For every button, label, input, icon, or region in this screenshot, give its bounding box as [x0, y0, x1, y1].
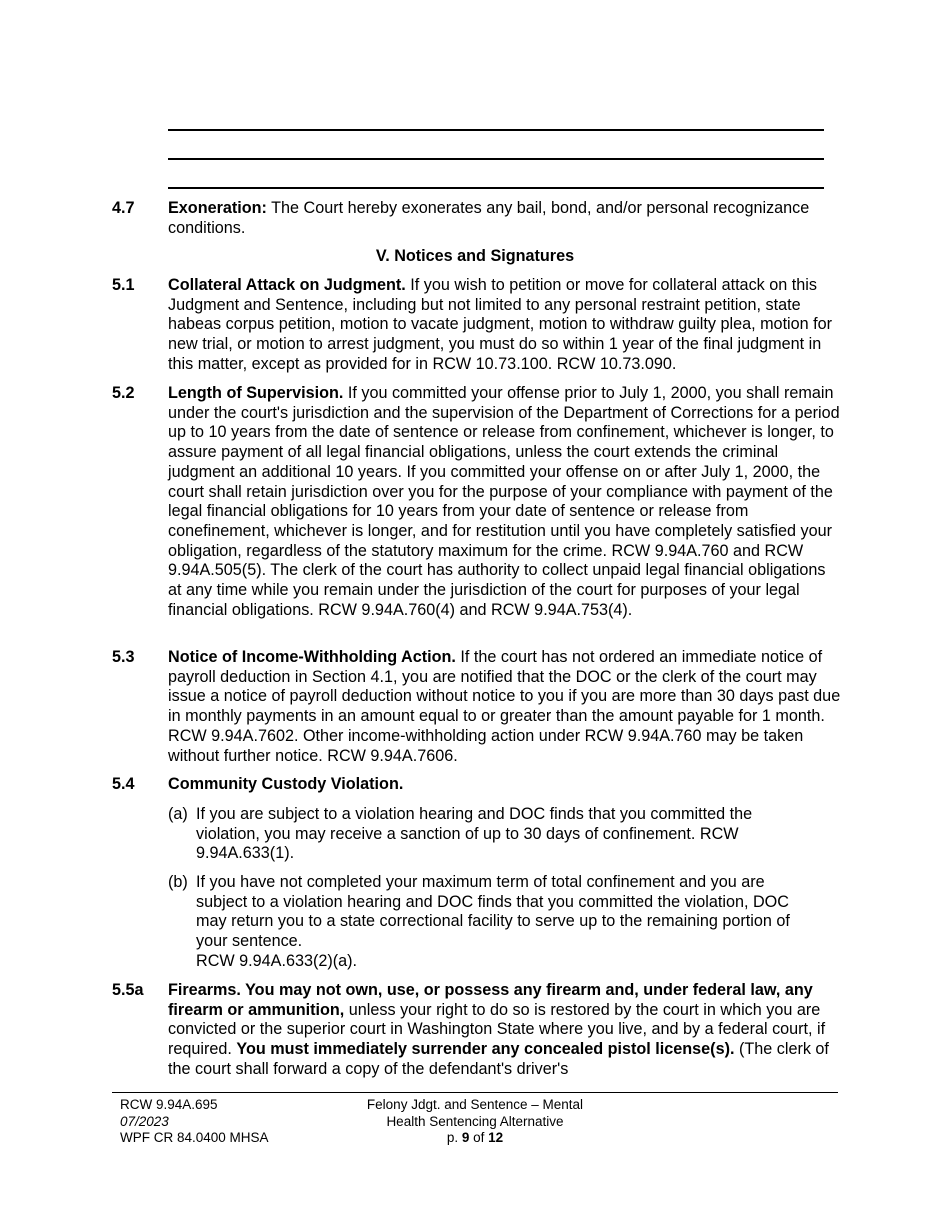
section-title: Length of Supervision.	[168, 384, 344, 402]
footer-divider	[112, 1092, 838, 1093]
page-prefix: p.	[446, 1130, 462, 1145]
footer-page-number	[330, 1130, 620, 1147]
section-5-5a	[112, 981, 842, 1080]
section-number: 5.2	[112, 384, 135, 402]
footer-title-line1: Felony Jdgt. and Sentence – Mental	[366, 1097, 584, 1112]
subsection-b	[168, 873, 808, 972]
section-title: Exoneration:	[168, 199, 267, 217]
section-number: 5.4	[112, 775, 135, 793]
section-title: Collateral Attack on Judgment.	[168, 276, 406, 294]
footer-title-line2: Health Sentencing Alternative	[386, 1113, 564, 1129]
page-total: 12	[488, 1130, 504, 1145]
section-4-7	[112, 199, 842, 238]
section-text: (The clerk of the court shall forward a copy of the defendant's driver's	[168, 1040, 829, 1078]
section-5-1	[112, 276, 842, 375]
section-body	[168, 276, 842, 375]
blank-line-3	[168, 187, 824, 189]
subsection-text: If you are subject to a violation hearing and DOC finds that you committed the violation, you may receive a sanction of up to 30 days of confinement. RCW 9.94A.633(1).	[196, 805, 753, 863]
subsection-text: If you have not completed your maximum term of total confinement and you are subject to a violation hearing and DOC finds that you committed the violation, DOC may return you to a state correctional facility to serve up to the remaining portion of your sentence.	[196, 873, 790, 951]
section-text: If you wish to petition or move for collateral attack on this Judgment and Sentence, including but not limited to any personal restraint petition, state habeas corpus petition, motion to vacate judgment, motion to withdraw guilty plea, motion for new trial, or motion to arrest judgment, you must do so within 1 year of the final judgment in this matter, except as provided for in RCW 10.73.100. RCW 10.73.090.	[168, 276, 833, 373]
section-text: If you committed your offense prior to July 1, 2000, you shall remain under the court's jurisdiction and the supervision of the Department of Corrections for a period up to 10 years from the date of sentence or release from confinement, whichever is longer, to assure payment of all legal financial obligations, unless the court extends the criminal judgment an additional 10 years. If you committed your offense on or after July 1, 2000, the court shall retain jurisdiction over you for the purpose of your compliance with payment of the legal financial obligations for 10 years from your date of sentence or release from conefinement, whichever is longer, and for restitution until you have completely satisfied your obligation, regardless of the statutory maximum for the crime. RCW 9.94A.760 and RCW 9.94A.505(5). The clerk of the court has authority to collect unpaid legal financial obligations at any time while you remain under the jurisdiction of the court for purposes of your legal financial obligations. RCW 9.94A.760(4) and RCW 9.94A.753(4).	[168, 384, 840, 619]
section-title: Notice of Income-Withholding Action.	[168, 648, 456, 666]
section-5-2	[112, 384, 842, 620]
footer-date: 07/2023	[120, 1113, 169, 1129]
page-current: 9	[461, 1130, 470, 1145]
section-number: 5.5a	[112, 981, 144, 999]
section-body	[168, 199, 842, 238]
section-text: The Court hereby exonerates any bail, bond, and/or personal recognizance conditions.	[168, 199, 810, 237]
section-5-4	[112, 775, 842, 795]
blank-line-2	[168, 158, 824, 160]
footer-left	[120, 1097, 269, 1147]
footer-rcw: RCW 9.94A.695	[120, 1097, 218, 1112]
section-body	[168, 648, 842, 766]
section-heading: V. Notices and Signatures	[375, 247, 575, 265]
section-text: If the court has not ordered an immediate notice of payroll deduction in Section 4.1, you are notified that the DOC or the clerk of the court may issue a notice of payroll deduction without notice to you if you are more than 30 days past due in monthly payments in an amount equal to or greater than the amount payable for 1 month. RCW 9.94A.7602. Other income-withholding action under RCW 9.94A.760 may be taken without further notice. RCW 9.94A.7606.	[168, 648, 841, 765]
section-body	[168, 981, 842, 1080]
section-number: 5.3	[112, 648, 135, 666]
section-number: 4.7	[112, 199, 135, 217]
section-5-3	[112, 648, 842, 766]
section-bold-text: Firearms. You may not own, use, or possess any firearm and, under federal law, any firearm or ammunition,	[168, 981, 813, 1019]
subsection-a	[168, 805, 808, 864]
footer-form-number: WPF CR 84.0400 MHSA	[120, 1130, 269, 1145]
section-bold-text: You must immediately surrender any concealed pistol license(s).	[236, 1040, 735, 1059]
section-body	[168, 384, 842, 620]
blank-line-1	[168, 129, 824, 131]
subsection-label: (a)	[168, 805, 188, 823]
section-number: 5.1	[112, 276, 135, 294]
subsection-citation: RCW 9.94A.633(2)(a).	[196, 951, 358, 970]
section-title: Community Custody Violation.	[168, 775, 404, 793]
subsection-label: (b)	[168, 873, 188, 891]
page-of: of	[469, 1130, 489, 1145]
footer-center	[330, 1097, 620, 1147]
section-text: unless your right to do so is restored by the court in which you are convicted or the superior court in Washington State where you live, and by a federal court, if required.	[168, 1000, 826, 1059]
